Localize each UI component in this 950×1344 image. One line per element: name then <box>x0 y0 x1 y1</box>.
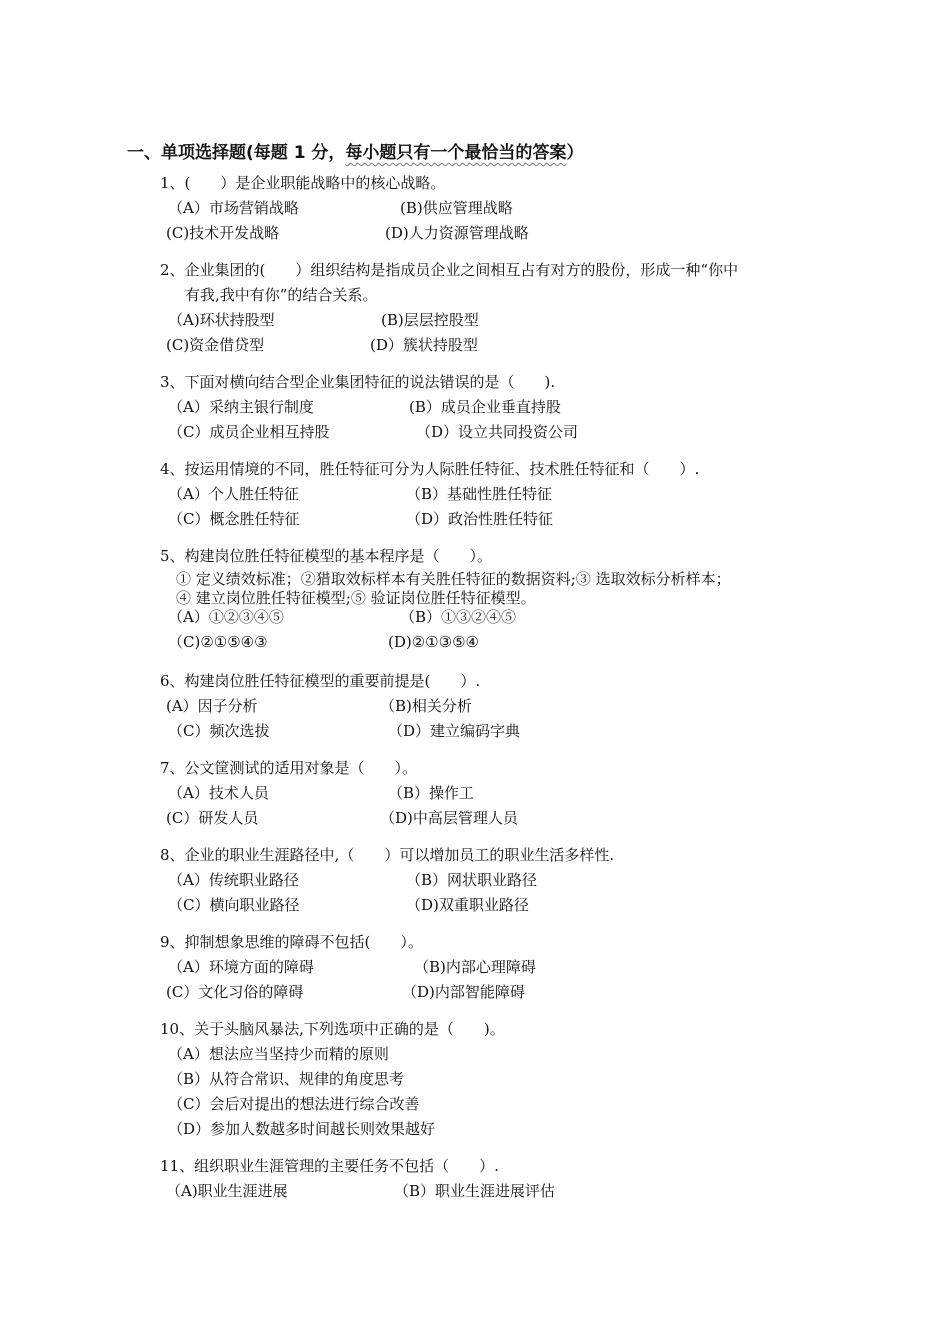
question-stem: 2、企业集团的( ）组织结构是指成员企业之间相互占有对方的股份，形成一种“你中 <box>160 261 739 279</box>
answer-option: （D)内部智能障碍 <box>402 983 525 1001</box>
answer-option: （C）会后对提出的想法进行综合改善 <box>168 1095 420 1113</box>
question-stem: 11、组织职业生涯管理的主要任务不包括（ ）. <box>160 1157 499 1175</box>
answer-option: （B)内部心理障碍 <box>414 958 536 976</box>
answer-option: （A）个人胜任特征 <box>168 485 299 503</box>
question-stem-continuation: 有我,我中有你”的结合关系。 <box>185 286 378 304</box>
answer-option: （B）①③②④⑤ <box>400 608 517 626</box>
answer-option: （D）设立共同投资公司 <box>416 423 579 441</box>
answer-option: （A）市场营销战略 <box>168 199 299 217</box>
answer-option: （B)相关分析 <box>380 697 472 715</box>
answer-option: （A）采纳主银行制度 <box>168 398 314 416</box>
answer-option: （B）从符合常识、规律的角度思考 <box>168 1070 405 1088</box>
question-stem: 1、( ）是企业职能战略中的核心战略。 <box>160 174 446 192</box>
answer-option: （D）建立编码字典 <box>388 722 521 740</box>
answer-option: (B)供应管理战略 <box>400 199 513 217</box>
section-heading <box>127 138 583 163</box>
answer-option: （A)职业生涯进展 <box>166 1182 288 1200</box>
answer-option: （D)中高层管理人员 <box>380 809 518 827</box>
answer-option: （B）网状职业路径 <box>406 871 538 889</box>
section-heading-emphasis: 每小题只有一个最恰当的答案 <box>345 143 567 163</box>
question-stem: 10、关于头脑风暴法,下列选项中正确的是（ )。 <box>160 1020 505 1038</box>
answer-option: （A）想法应当坚持少而精的原则 <box>168 1045 389 1063</box>
answer-option: （C）频次选拔 <box>168 722 270 740</box>
answer-option: (D)人力资源管理战略 <box>385 224 529 242</box>
answer-option: （C)②①⑤④③ <box>168 633 268 651</box>
answer-option: (D)②①③⑤④ <box>388 633 479 651</box>
answer-option: （B）操作工 <box>388 784 475 802</box>
answer-option: （A）①②③④⑤ <box>168 608 284 626</box>
answer-option: （D)双重职业路径 <box>406 896 529 914</box>
answer-option: (C)资金借贷型 <box>166 336 265 354</box>
answer-option: （A）传统职业路径 <box>168 871 299 889</box>
question-stem: 6、构建岗位胜任特征模型的重要前提是( ）. <box>160 672 481 690</box>
question-stem: 4、按运用情境的不同，胜任特征可分为人际胜任特征、技术胜任特征和（ ）. <box>160 460 700 478</box>
question-stem: 7、公文筐测试的适用对象是（ ）。 <box>160 759 418 777</box>
answer-option: (C）研发人员 <box>166 809 259 827</box>
question-stem-continuation: ④ 建立岗位胜任特征模型;⑤ 验证岗位胜任特征模型。 <box>176 589 536 607</box>
section-heading-prefix: 一、单项选择题(每题 1 分， <box>127 143 346 163</box>
answer-option: (A）因子分析 <box>166 697 258 715</box>
answer-option: (C）文化习俗的障碍 <box>166 983 304 1001</box>
answer-option: (D）簇状持股型 <box>370 336 478 354</box>
question-stem: 5、构建岗位胜任特征模型的基本程序是（ ）。 <box>160 547 493 565</box>
answer-option: (C)技术开发战略 <box>166 224 280 242</box>
answer-option: （A）技术人员 <box>168 784 269 802</box>
answer-option: （C）概念胜任特征 <box>168 510 300 528</box>
answer-option: （D）参加人数越多时间越长则效果越好 <box>168 1120 436 1138</box>
answer-option: （C）成员企业相互持股 <box>168 423 330 441</box>
question-stem: 9、抑制想象思维的障碍不包括( ）。 <box>160 933 423 951</box>
section-heading-suffix: ） <box>566 143 584 163</box>
answer-option: （B）职业生涯进展评估 <box>394 1182 556 1200</box>
answer-option: （D）政治性胜任特征 <box>406 510 554 528</box>
question-stem: 8、企业的职业生涯路径中,（ ）可以增加员工的职业生活多样性. <box>160 846 615 864</box>
question-stem: 3、下面对横向结合型企业集团特征的说法错误的是（ ). <box>160 373 556 391</box>
answer-option: （A）环境方面的障碍 <box>168 958 314 976</box>
answer-option: (B)层层控股型 <box>381 311 479 329</box>
answer-option: （B）基础性胜任特征 <box>406 485 553 503</box>
answer-option: （C）横向职业路径 <box>168 896 300 914</box>
answer-option: (B）成员企业垂直持股 <box>409 398 561 416</box>
question-stem-continuation: ① 定义绩效标准；②猎取效标样本有关胜任特征的数据资料;③ 选取效标分析样本； <box>176 570 731 588</box>
answer-option: （A)环状持股型 <box>168 311 275 329</box>
